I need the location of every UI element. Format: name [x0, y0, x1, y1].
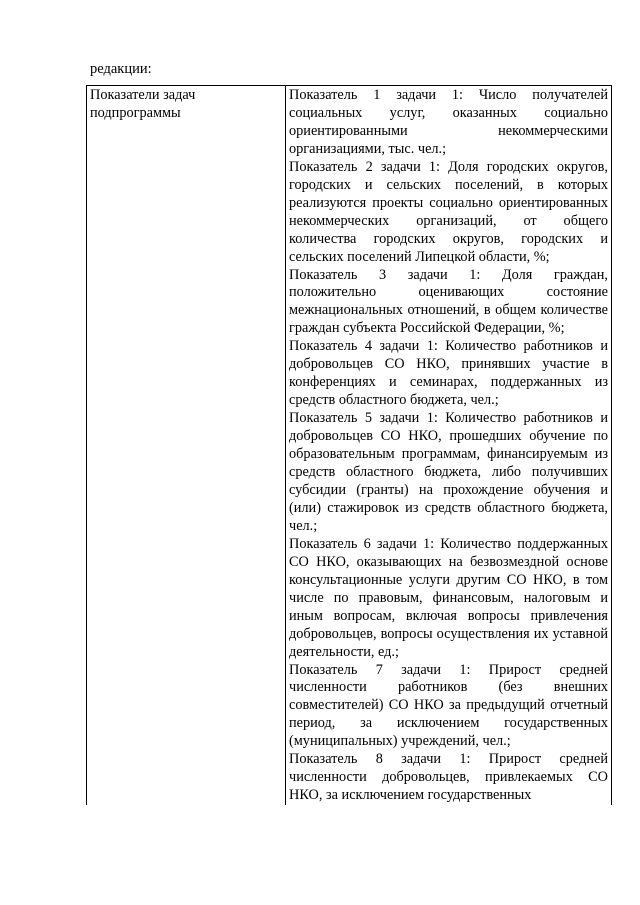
row-header-cell: Показатели задач подпрограммы	[87, 86, 286, 806]
indicator-8: Показатель 8 задачи 1: Прирост средней численности добровольцев, привлекаемых СО НКО, за исключением государственных	[289, 751, 608, 804]
table-row	[87, 86, 612, 806]
indicator-7: Показатель 7 задачи 1: Прирост средней численности работников (без внешних совместителей) СО НКО за предыдущий отчетный период, за исключением государственных (муниципальных) учреждений, чел.;	[289, 661, 608, 750]
indicator-4: Показатель 4 задачи 1: Количество работников и добровольцев СО НКО, принявших участие в конференциях и семинарах, поддержанных из средств областного бюджета, чел.;	[289, 338, 608, 409]
indicator-5: Показатель 5 задачи 1: Количество работников и добровольцев СО НКО, прошедших обучение по образовательным программам, финансируемым из средств областного бюджета, либо получивших субсидии (гранты) на прохождение обучения и (или) стажировок из средств областного бюджета, чел.;	[289, 410, 608, 534]
intro-text: редакции:	[90, 61, 152, 77]
indicator-3: Показатель 3 задачи 1: Доля граждан, положительно оценивающих состояние межнациональных отношений, в общем количестве граждан субъекта Российской Федерации, %;	[289, 266, 608, 337]
indicator-2: Показатель 2 задачи 1: Доля городских округов, городских и сельских поселений, в которых реализуются проекты социально ориентированных некоммерческих организаций, от общего количества городских округов, городских и сельских поселений Липецкой области, %;	[289, 158, 608, 265]
indicator-1: Показатель 1 задачи 1: Число получателей социальных услуг, оказанных социально ориентированными некоммерческими организациями, тыс. чел.;	[289, 87, 608, 157]
indicators-table	[86, 85, 612, 805]
indicators-cell	[286, 86, 612, 806]
indicator-6: Показатель 6 задачи 1: Количество поддержанных СО НКО, оказывающих на безвозмездной основе консультационные услуги другим СО НКО, в том числе по правовым, финансовым, налоговым и иным вопросам, включая вопросы привлечения добровольцев, вопросы осуществления их уставной деятельности, ед.;	[289, 535, 608, 660]
